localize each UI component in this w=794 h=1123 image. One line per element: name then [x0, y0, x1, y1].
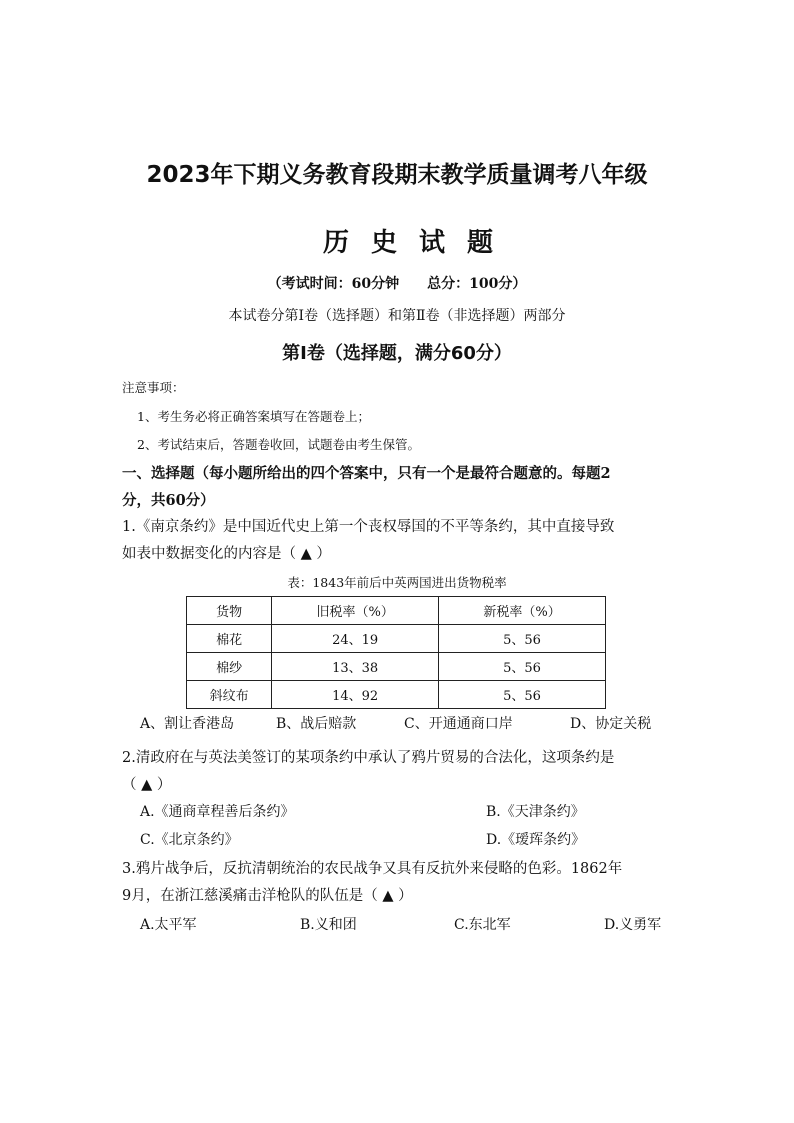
table-cell: 5、56 [439, 653, 606, 681]
option-a: A、割让香港岛 [140, 716, 235, 732]
table-cell: 棉纱 [187, 653, 272, 681]
table-cell: 5、56 [439, 625, 606, 653]
question-1-stem-cont: 如表中数据变化的内容是（ ▲ ） [122, 546, 331, 562]
table-row [187, 653, 606, 681]
option-d: D.义勇军 [604, 917, 662, 933]
table-cell: 24、19 [272, 625, 439, 653]
option-c: C、开通通商口岸 [404, 716, 513, 732]
notice-item: 1、考生务必将正确答案填写在答题卷上； [137, 409, 370, 424]
table-header-row [187, 597, 606, 625]
question-2-stem: 2.清政府在与英法美签订的某项条约中承认了鸦片贸易的合法化，这项条约是 [122, 750, 615, 766]
table-caption: 表：1843年前后中英两国进出货物税率 [287, 575, 507, 590]
option-c: C.东北军 [454, 917, 511, 933]
table-cell: 13、38 [272, 653, 439, 681]
option-a: A.太平军 [140, 917, 197, 933]
question-3-stem: 3.鸦片战争后，反抗清朝统治的农民战争又具有反抗外来侵略的色彩。1862年 [122, 861, 623, 877]
page-title: 2023年下期义务教育段期末教学质量调考八年级 [146, 162, 648, 188]
tax-table [186, 596, 606, 709]
option-c: C.《北京条约》 [140, 832, 239, 848]
option-b: B.义和团 [300, 917, 357, 933]
notice-item: 2、考试结束后，答题卷收回，试题卷由考生保管。 [137, 437, 420, 452]
table-cell: 14、92 [272, 681, 439, 709]
option-d: D、协定关税 [570, 716, 652, 732]
exam-info: （考试时间：60分钟 总分：100分） [267, 276, 527, 292]
table-cell: 斜纹布 [187, 681, 272, 709]
table-header-cell: 新税率（%） [439, 597, 606, 625]
table-cell: 5、56 [439, 681, 606, 709]
section-heading-cont: 分，共60分） [122, 492, 215, 509]
table-row [187, 681, 606, 709]
option-d: D.《瑷珲条约》 [486, 832, 586, 848]
section-heading: 一、选择题（每小题所给出的四个答案中，只有一个是最符合题意的。每题2 [122, 465, 611, 482]
question-2-stem-cont: （ ▲ ） [122, 777, 172, 793]
table-cell: 棉花 [187, 625, 272, 653]
table-row [187, 625, 606, 653]
subject-title: 历史试题 [322, 228, 515, 258]
table-header-cell: 货物 [187, 597, 272, 625]
option-a: A.《通商章程善后条约》 [140, 804, 295, 820]
part-title: 第Ⅰ卷（选择题，满分60分） [282, 343, 512, 364]
option-b: B.《天津条约》 [486, 804, 585, 820]
notice-heading: 注意事项： [122, 380, 185, 395]
table-header-cell: 旧税率（%） [272, 597, 439, 625]
question-1-stem: 1.《南京条约》是中国近代史上第一个丧权辱国的不平等条约，其中直接导致 [122, 519, 615, 535]
paper-structure: 本试卷分第Ⅰ卷（选择题）和第Ⅱ卷（非选择题）两部分 [228, 308, 566, 324]
option-b: B、战后赔款 [276, 716, 357, 732]
question-3-stem-cont: 9月，在浙江慈溪痛击洋枪队的队伍是（ ▲ ） [122, 888, 413, 904]
